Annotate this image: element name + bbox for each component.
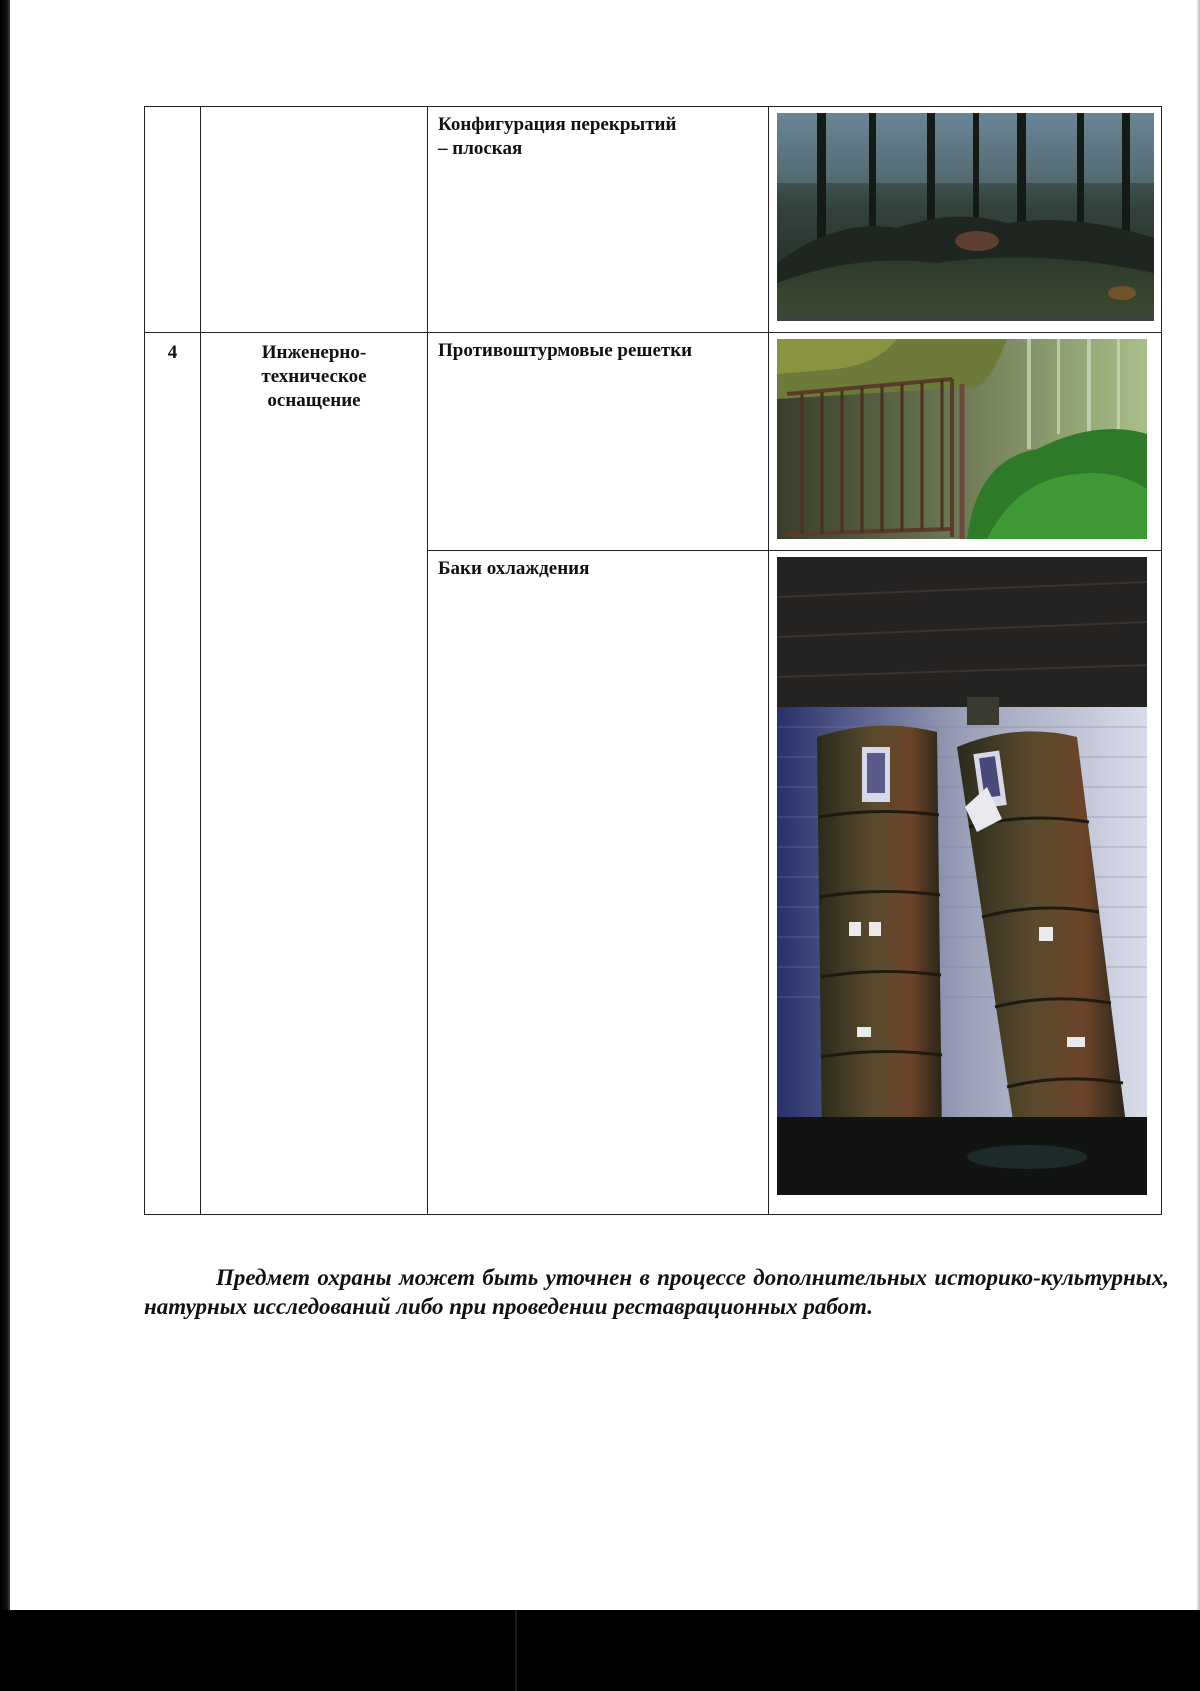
scan-right-edge <box>1196 0 1200 1610</box>
photo-cell <box>769 551 1162 1215</box>
table-row-grates <box>145 333 1162 551</box>
metal-grate-photo <box>777 339 1147 539</box>
category-label: Инженерно-техническое оснащение <box>261 342 367 411</box>
row-number: 4 <box>167 342 178 363</box>
scan-left-edge <box>0 0 10 1691</box>
cooling-tanks-photo <box>777 557 1147 1195</box>
scan-bottom-seam <box>515 1610 517 1691</box>
photo-cell <box>769 107 1162 333</box>
category-cell-empty <box>201 107 428 333</box>
element-cell <box>428 107 769 333</box>
photo-cell <box>769 333 1162 551</box>
category-cell <box>201 333 428 1215</box>
protection-subject-note: Предмет охраны может быть уточнен в процессе дополнительных историко-культурных, натурных исследований либо при проведении реставрационных работ. <box>144 1265 1169 1319</box>
element-label-grates: Противоштурмовые решетки <box>438 340 693 361</box>
forest-hillside-photo <box>777 113 1154 321</box>
table-row-flat-roof <box>145 107 1162 333</box>
scan-bottom-edge <box>0 1610 1200 1691</box>
number-cell-empty <box>145 107 201 333</box>
protection-subject-table <box>144 106 1162 1215</box>
number-cell <box>145 333 201 1215</box>
element-cell <box>428 333 769 551</box>
element-cell <box>428 551 769 1215</box>
element-label-flat-roof: Конфигурация перекрытий – плоская <box>438 114 677 159</box>
element-label-cooling-tanks: Баки охлаждения <box>438 558 590 579</box>
